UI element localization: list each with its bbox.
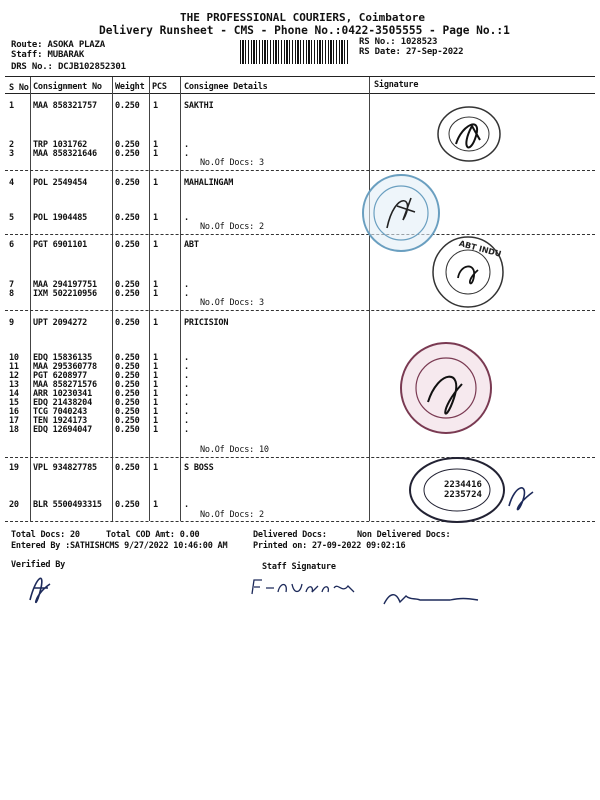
table-row: 16 TCG 7040243 0.250 1 .	[9, 407, 189, 417]
sboss-stamp	[406, 456, 508, 526]
staff-signature	[248, 574, 360, 600]
total-cod: Total COD Amt: 0.00	[106, 530, 200, 540]
svg-text:ABT INDU: ABT INDU	[457, 238, 503, 259]
verified-by-label: Verified By	[11, 560, 66, 570]
col-signature: Signature	[374, 80, 419, 90]
precision-stamp	[394, 340, 498, 438]
route-label: Route: ASOKA PLAZA	[11, 40, 105, 50]
barcode	[240, 40, 350, 64]
sboss-signature	[505, 478, 539, 514]
staff-signature-label: Staff Signature	[262, 562, 336, 572]
table-row: 14 ARR 10230341 0.250 1 .	[9, 389, 189, 399]
table-row: 20 BLR 5500493315 0.250 1 .	[9, 500, 189, 510]
group-divider	[5, 234, 595, 235]
table-row: 18 EDQ 12694047 0.250 1 .	[9, 425, 189, 435]
docs-count: No.Of Docs: 10	[200, 445, 269, 455]
docs-count: No.Of Docs: 3	[200, 158, 264, 168]
svg-text:2235724: 2235724	[444, 490, 482, 500]
table-row: 15 EDQ 21438204 0.250 1 .	[9, 398, 189, 408]
group-divider	[5, 310, 595, 311]
svg-text:2234416: 2234416	[444, 480, 482, 490]
col-sno: S No	[9, 83, 29, 93]
table-row: 13 MAA 858271576 0.250 1 .	[9, 380, 189, 390]
table-row: 7 MAA 294197751 0.250 1 .	[9, 280, 189, 290]
col-consignment: Consignment No	[33, 82, 102, 92]
table-row: 6 PGT 6901101 0.250 1 ABT	[9, 240, 199, 250]
delivered-docs: Delivered Docs:	[253, 530, 327, 540]
col-weight: Weight	[115, 82, 145, 92]
rs-number: RS No.: 1028523	[359, 37, 438, 47]
verified-signature	[26, 566, 56, 606]
company-title: THE PROFESSIONAL COURIERS, Coimbatore	[180, 11, 426, 24]
table-row: 12 PGT 6208977 0.250 1 .	[9, 371, 189, 381]
table-row: 10 EDQ 15836135 0.250 1 .	[9, 353, 189, 363]
table-row: 9 UPT 2094272 0.250 1 PRICISION	[9, 318, 229, 328]
drs-number: DRS No.: DCJB102852301	[11, 62, 126, 72]
runsheet-subtitle: Delivery Runsheet - CMS - Phone No.:0422-3505555 - Page No.:1	[99, 24, 510, 37]
table-row: 5 POL 1904485 0.250 1 .	[9, 213, 189, 223]
table-row: 11 MAA 295360778 0.250 1 .	[9, 362, 189, 372]
col-details: Consignee Details	[184, 82, 268, 92]
table-row: 1 MAA 858321757 0.250 1 SAKTHI	[9, 101, 214, 111]
table-row: 19 VPL 934827785 0.250 1 S BOSS	[9, 463, 214, 473]
entered-by: Entered By :SATHISHCMS 9/27/2022 10:46:00 AM	[11, 541, 228, 551]
abt-stamp	[430, 232, 506, 312]
table-row: 2 TRP 1031762 0.250 1 .	[9, 140, 189, 150]
table-row: 8 IXM 502210956 0.250 1 .	[9, 289, 189, 299]
staff-signature-2	[380, 586, 484, 608]
col-pcs: PCS	[152, 82, 167, 92]
rs-date: RS Date: 27-Sep-2022	[359, 47, 464, 57]
total-docs: Total Docs: 20	[11, 530, 80, 540]
docs-count: No.Of Docs: 2	[200, 510, 264, 520]
table-row: 3 MAA 858321646 0.250 1 .	[9, 149, 189, 159]
printed-on: Printed on: 27-09-2022 09:02:16	[253, 541, 406, 551]
header-top-rule	[5, 76, 595, 77]
table-row: 4 POL 2549454 0.250 1 MAHALINGAM	[9, 178, 234, 188]
non-delivered-docs: Non Delivered Docs:	[357, 530, 451, 540]
table-row: 17 TEN 1924173 0.250 1 .	[9, 416, 189, 426]
header-bottom-rule	[5, 93, 595, 94]
staff-label: Staff: MUBARAK	[11, 50, 85, 60]
docs-count: No.Of Docs: 2	[200, 222, 264, 232]
docs-count: No.Of Docs: 3	[200, 298, 264, 308]
sakthi-stamp	[424, 96, 514, 174]
